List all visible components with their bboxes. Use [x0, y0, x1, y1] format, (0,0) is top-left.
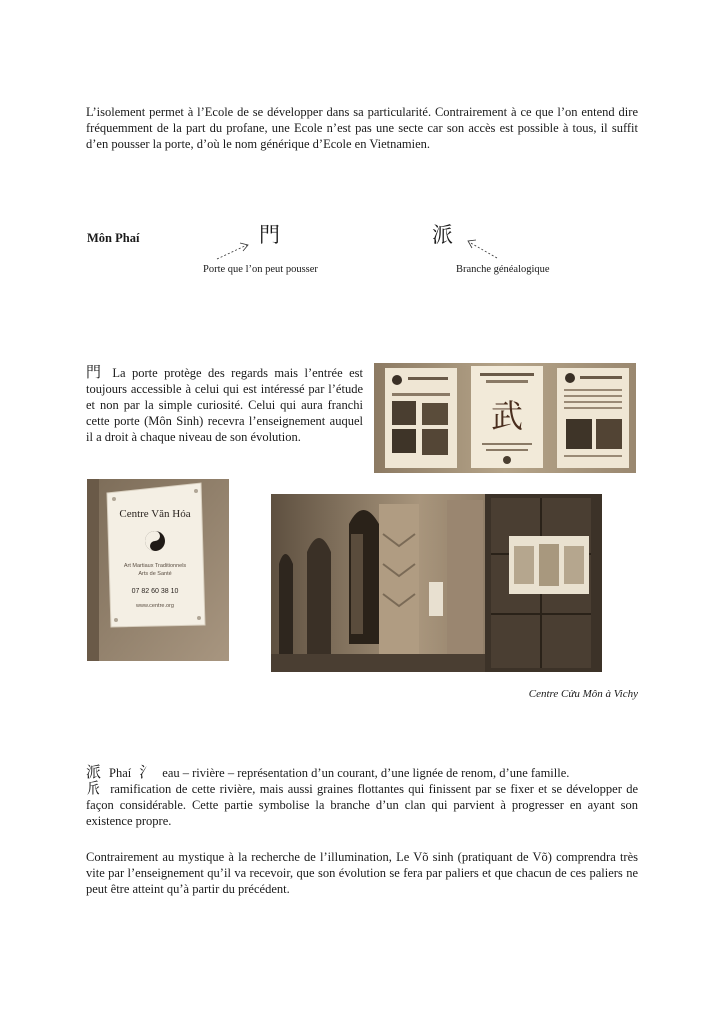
arrow-to-mon-icon — [216, 240, 250, 260]
posters-photo — [374, 363, 636, 473]
intro-paragraph: L’isolement permet à l’Ecole de se développer dans sa particularité. Contrairement à ce que l’on entend dire fréquemment de la part du profane, une Ecole n’est pas une secte car son accès est possible à tous, il suffit d’en pousser la porte, d’où le nom générique d’Ecole en Vietnamien. — [86, 105, 638, 151]
sign-illustration — [87, 479, 229, 661]
porte-text: La porte protège des regards mais l’entrée est toujours accessible à celui qui est intéressé par l’étude et non par la simple curiosité. Celui qui aura franchi cette porte (Môn Sinh) recevra l’enseignement auquel il a droit à chaque niveau de son évolution. — [86, 366, 363, 444]
sign-line2: Arts de Santé — [138, 571, 172, 577]
caption-branche: Branche généalogique — [456, 264, 550, 275]
building-photo — [271, 494, 602, 672]
posters-illustration — [374, 363, 636, 473]
phai-inline-character: 派 — [86, 763, 102, 781]
photo-caption: Centre Cửu Môn à Vichy — [528, 688, 638, 700]
mon-inline-character: 門 — [86, 363, 105, 381]
poster-center-character: 武 — [490, 397, 524, 435]
phai-definition-2: ramification de cette rivière, mais aussi graines flottantes qui finissent par se fixer et se développer de façon considérable. Cette partie symbolise la branche d’un clan qui parvient à progresser en ayant son existence propre. — [86, 782, 638, 828]
caption-porte: Porte que l’on peut pousser — [203, 264, 318, 275]
sign-photo — [87, 479, 229, 661]
mon-phai-label: Môn Phaí — [87, 231, 140, 245]
arrow-to-phai-icon — [466, 238, 500, 260]
mon-character: 門 — [259, 223, 280, 247]
phai-word: Phaí — [109, 766, 132, 780]
water-radical-character: 氵 — [139, 763, 155, 781]
phai-character: 派 — [432, 223, 453, 247]
porte-paragraph — [86, 364, 363, 445]
phai-ramification-paragraph — [86, 780, 638, 829]
final-paragraph: Contrairement au mystique à la recherche de l’illumination, Le Võ sinh (pratiquant de Võ) comprendra très vite par l’enseignement qu’il va recevoir, que son évolution se fera par paliers et que chacun de ces paliers ne peut être atteint qu’à partir du précédent. — [86, 850, 638, 896]
phai-definition-1: eau – rivière – représentation d’un courant, d’une lignée de renom, d’une famille. — [162, 766, 570, 780]
sign-web: www.centre.org — [136, 603, 174, 609]
ramification-character: 𠂢 — [86, 779, 103, 797]
building-illustration — [271, 494, 602, 672]
sign-phone: 07 82 60 38 10 — [131, 588, 179, 595]
sign-title: Centre Văn Hóa — [119, 508, 191, 520]
phai-line — [86, 764, 638, 781]
sign-line1: Art Martiaux Traditionnels — [123, 563, 187, 569]
